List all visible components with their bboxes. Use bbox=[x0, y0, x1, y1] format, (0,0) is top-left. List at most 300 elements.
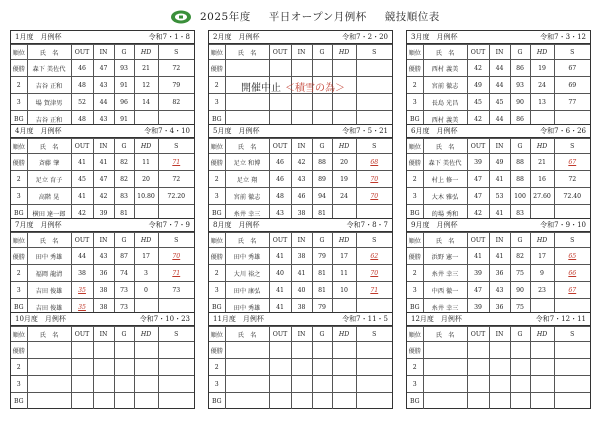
cell-out: 40 bbox=[269, 265, 291, 282]
cell-s: 79 bbox=[158, 77, 194, 94]
table-row bbox=[209, 188, 392, 205]
panel-date: 令和7・3・12 bbox=[540, 33, 586, 41]
column-header: IN bbox=[489, 139, 510, 154]
column-header: OUT bbox=[71, 139, 93, 154]
cell-rank: 2 bbox=[11, 171, 27, 188]
cell-name: 的場 秀和 bbox=[423, 205, 467, 222]
cell-name bbox=[27, 376, 71, 393]
column-header: HD bbox=[134, 139, 158, 154]
cell-in bbox=[93, 393, 114, 410]
table-header-row bbox=[209, 233, 392, 248]
cell-out bbox=[467, 376, 489, 393]
cell-in: 44 bbox=[489, 60, 510, 77]
cell-s: 72 bbox=[554, 171, 590, 188]
column-header: S bbox=[158, 139, 194, 154]
cell-g: 75 bbox=[510, 265, 530, 282]
cell-s: 71 bbox=[158, 265, 194, 282]
table-header-row bbox=[407, 233, 590, 248]
cell-out: 35 bbox=[71, 282, 93, 299]
cell-in: 53 bbox=[489, 188, 510, 205]
column-header: 順位 bbox=[11, 233, 27, 248]
cell-g: 100 bbox=[510, 188, 530, 205]
cell-rank: 優勝 bbox=[407, 60, 423, 77]
cell-g: 91 bbox=[114, 111, 134, 128]
cell-out bbox=[269, 60, 291, 77]
cell-in: 38 bbox=[291, 205, 312, 222]
month-panel-4 bbox=[10, 124, 195, 221]
panel-date: 令和7・12・11 bbox=[535, 315, 586, 323]
results-table bbox=[209, 232, 392, 315]
cell-rank: 優勝 bbox=[407, 248, 423, 265]
table-row bbox=[407, 376, 590, 393]
column-header: IN bbox=[489, 45, 510, 60]
cell-g: 90 bbox=[510, 282, 530, 299]
cell-name bbox=[27, 393, 71, 410]
cell-in: 41 bbox=[93, 154, 114, 171]
cell-in: 43 bbox=[93, 248, 114, 265]
panel-date: 令和7・8・7 bbox=[346, 221, 388, 229]
cell-hd: 17 bbox=[134, 248, 158, 265]
cell-s: 82 bbox=[158, 94, 194, 111]
cell-g bbox=[510, 359, 530, 376]
panel-month-name: 10月度 月例杯 bbox=[15, 315, 66, 323]
table-row bbox=[209, 342, 392, 359]
cell-g bbox=[312, 359, 332, 376]
cell-rank: BG bbox=[209, 393, 225, 410]
cell-rank: 優勝 bbox=[209, 248, 225, 265]
column-header: 順位 bbox=[407, 45, 423, 60]
cell-hd bbox=[332, 359, 356, 376]
cell-hd bbox=[332, 94, 356, 111]
column-header: HD bbox=[530, 45, 554, 60]
table-header-row bbox=[209, 139, 392, 154]
cell-g: 90 bbox=[510, 94, 530, 111]
month-panel-7 bbox=[10, 218, 195, 315]
column-header: OUT bbox=[467, 139, 489, 154]
cell-hd bbox=[332, 342, 356, 359]
cell-out: 47 bbox=[467, 282, 489, 299]
cell-hd bbox=[530, 359, 554, 376]
cell-g: 79 bbox=[312, 248, 332, 265]
cell-g: 96 bbox=[114, 94, 134, 111]
cell-rank: 3 bbox=[209, 376, 225, 393]
panel-date: 令和7・2・20 bbox=[342, 33, 388, 41]
cell-name: 中西 徹一 bbox=[423, 282, 467, 299]
cell-s bbox=[158, 359, 194, 376]
cell-g: 86 bbox=[510, 111, 530, 128]
table-row bbox=[407, 154, 590, 171]
cell-in: 40 bbox=[291, 282, 312, 299]
results-table bbox=[407, 232, 590, 315]
cell-out: 48 bbox=[71, 77, 93, 94]
title-ranking: 競技順位表 bbox=[384, 11, 440, 23]
results-table bbox=[209, 138, 392, 221]
column-header: G bbox=[312, 139, 332, 154]
panel-month-name: 4月度 月例杯 bbox=[15, 127, 62, 135]
cell-s: 67 bbox=[554, 154, 590, 171]
column-header: G bbox=[510, 45, 530, 60]
cell-hd bbox=[530, 393, 554, 410]
cell-name: 浜野 憲一 bbox=[423, 248, 467, 265]
cell-name: 田中 秀雄 bbox=[225, 299, 269, 316]
cell-hd: 11 bbox=[332, 265, 356, 282]
cell-name bbox=[225, 94, 269, 111]
cell-name: 森下 美佐代 bbox=[423, 154, 467, 171]
month-panel-1 bbox=[10, 30, 195, 127]
panel-date: 令和7・9・10 bbox=[540, 221, 586, 229]
cell-g bbox=[114, 359, 134, 376]
column-header: 順位 bbox=[209, 327, 225, 342]
cell-g bbox=[114, 376, 134, 393]
cell-g bbox=[312, 94, 332, 111]
cell-rank: 2 bbox=[407, 265, 423, 282]
table-header-row bbox=[407, 327, 590, 342]
table-header-row bbox=[407, 139, 590, 154]
panel-title-bar bbox=[209, 31, 392, 44]
panel-date: 令和7・11・5 bbox=[342, 315, 388, 323]
column-header: IN bbox=[93, 45, 114, 60]
cell-hd: 0 bbox=[134, 282, 158, 299]
cell-rank: 優勝 bbox=[407, 342, 423, 359]
cell-name: 長島 光昌 bbox=[423, 94, 467, 111]
cell-in bbox=[93, 376, 114, 393]
cell-in: 41 bbox=[489, 171, 510, 188]
table-row bbox=[209, 60, 392, 77]
table-row bbox=[407, 77, 590, 94]
page-title bbox=[200, 9, 480, 24]
cell-s: 73 bbox=[158, 282, 194, 299]
cancel-reason: ＜積雪の為＞ bbox=[285, 83, 345, 94]
cell-rank: BG bbox=[407, 299, 423, 316]
cell-rank: 優勝 bbox=[11, 248, 27, 265]
cell-name: 田中 秀雄 bbox=[27, 248, 71, 265]
cell-out: 41 bbox=[269, 299, 291, 316]
cell-g bbox=[312, 393, 332, 410]
cell-rank: 2 bbox=[209, 359, 225, 376]
cell-s bbox=[356, 94, 392, 111]
table-row bbox=[11, 359, 194, 376]
cell-hd bbox=[530, 376, 554, 393]
column-header: S bbox=[554, 233, 590, 248]
cell-name bbox=[225, 393, 269, 410]
cell-hd bbox=[332, 393, 356, 410]
cell-name: 高階 晃 bbox=[27, 188, 71, 205]
cell-rank: 2 bbox=[407, 359, 423, 376]
panel-month-name: 1月度 月例杯 bbox=[15, 33, 62, 41]
cell-out bbox=[71, 393, 93, 410]
column-header: G bbox=[312, 45, 332, 60]
cell-out bbox=[269, 376, 291, 393]
column-header: IN bbox=[93, 327, 114, 342]
cell-g bbox=[510, 376, 530, 393]
cell-g: 73 bbox=[114, 299, 134, 316]
column-header: 氏 名 bbox=[27, 327, 71, 342]
column-header: S bbox=[554, 45, 590, 60]
month-panel-11 bbox=[208, 312, 393, 409]
cell-in: 41 bbox=[489, 248, 510, 265]
cell-in: 43 bbox=[93, 77, 114, 94]
cell-name: 森下 美佐代 bbox=[27, 60, 71, 77]
table-row bbox=[209, 154, 392, 171]
column-header: G bbox=[114, 139, 134, 154]
column-header: IN bbox=[291, 45, 312, 60]
cell-name bbox=[225, 60, 269, 77]
cell-s bbox=[158, 376, 194, 393]
cell-name bbox=[423, 359, 467, 376]
title-event: 平日オープン月例杯 bbox=[268, 11, 367, 23]
cell-g: 88 bbox=[510, 171, 530, 188]
column-header: IN bbox=[291, 327, 312, 342]
cell-hd: 11 bbox=[134, 154, 158, 171]
column-header: S bbox=[158, 45, 194, 60]
cell-in bbox=[291, 342, 312, 359]
cell-g: 82 bbox=[510, 248, 530, 265]
cell-s: 65 bbox=[554, 248, 590, 265]
column-header: 氏 名 bbox=[27, 139, 71, 154]
cell-g: 75 bbox=[510, 299, 530, 316]
cell-rank: 3 bbox=[407, 376, 423, 393]
cell-rank: 3 bbox=[209, 94, 225, 111]
table-row bbox=[209, 359, 392, 376]
cell-s: 66 bbox=[554, 265, 590, 282]
cell-name: 斉藤 肇 bbox=[27, 154, 71, 171]
cell-name: 大川 裕之 bbox=[225, 265, 269, 282]
column-header: 氏 名 bbox=[423, 139, 467, 154]
cell-s: 72 bbox=[158, 171, 194, 188]
cell-rank: BG bbox=[11, 393, 27, 410]
table-row bbox=[11, 376, 194, 393]
table-row bbox=[11, 171, 194, 188]
cell-name: 足立 和博 bbox=[225, 154, 269, 171]
column-header: S bbox=[554, 139, 590, 154]
cell-rank: BG bbox=[407, 111, 423, 128]
column-header: 順位 bbox=[209, 139, 225, 154]
cell-s bbox=[356, 359, 392, 376]
cell-name: 糸井 幸三 bbox=[423, 299, 467, 316]
cell-name: 村上 修一 bbox=[423, 171, 467, 188]
panel-title-bar bbox=[11, 313, 194, 326]
cell-hd bbox=[530, 342, 554, 359]
table-row bbox=[407, 248, 590, 265]
cell-in bbox=[291, 393, 312, 410]
cell-out: 42 bbox=[467, 205, 489, 222]
cell-g: 74 bbox=[114, 265, 134, 282]
page-header bbox=[0, 8, 600, 26]
table-row bbox=[407, 342, 590, 359]
column-header: 氏 名 bbox=[225, 327, 269, 342]
column-header: OUT bbox=[269, 327, 291, 342]
cell-in: 46 bbox=[291, 188, 312, 205]
cell-s bbox=[554, 376, 590, 393]
cell-g: 89 bbox=[312, 171, 332, 188]
cell-rank: 2 bbox=[11, 265, 27, 282]
cell-out: 45 bbox=[71, 171, 93, 188]
cell-hd: 20 bbox=[134, 171, 158, 188]
title-year: 2025年度 bbox=[200, 11, 251, 23]
table-row bbox=[11, 265, 194, 282]
panel-date: 令和7・7・9 bbox=[148, 221, 190, 229]
cell-rank: BG bbox=[11, 205, 27, 222]
table-header-row bbox=[11, 233, 194, 248]
cancel-notice bbox=[241, 79, 345, 94]
cell-out bbox=[467, 393, 489, 410]
cell-s bbox=[356, 77, 392, 94]
column-header: IN bbox=[489, 327, 510, 342]
cell-in: 49 bbox=[489, 154, 510, 171]
cell-hd: 24 bbox=[332, 188, 356, 205]
column-header: 氏 名 bbox=[423, 233, 467, 248]
cancel-text: 開催中止 bbox=[241, 83, 281, 94]
table-row bbox=[407, 188, 590, 205]
column-header: G bbox=[312, 327, 332, 342]
cell-out: 35 bbox=[71, 299, 93, 316]
cell-out: 44 bbox=[71, 248, 93, 265]
cell-in: 47 bbox=[93, 171, 114, 188]
cell-in bbox=[489, 393, 510, 410]
cell-g: 81 bbox=[312, 282, 332, 299]
column-header: S bbox=[158, 327, 194, 342]
table-row bbox=[209, 171, 392, 188]
column-header: HD bbox=[332, 139, 356, 154]
table-row bbox=[209, 265, 392, 282]
cell-hd: 19 bbox=[332, 171, 356, 188]
cell-hd: 21 bbox=[530, 154, 554, 171]
cell-s: 67 bbox=[554, 282, 590, 299]
cell-name bbox=[27, 359, 71, 376]
column-header: HD bbox=[332, 233, 356, 248]
cell-out: 41 bbox=[269, 248, 291, 265]
results-table bbox=[11, 326, 194, 409]
table-row bbox=[11, 282, 194, 299]
table-row bbox=[11, 342, 194, 359]
cell-in: 44 bbox=[489, 77, 510, 94]
cell-out bbox=[269, 94, 291, 111]
cell-out: 42 bbox=[71, 205, 93, 222]
cell-name bbox=[225, 376, 269, 393]
cell-in: 43 bbox=[291, 171, 312, 188]
panel-title-bar bbox=[11, 219, 194, 232]
column-header: OUT bbox=[269, 45, 291, 60]
cell-out: 49 bbox=[467, 77, 489, 94]
cell-out: 48 bbox=[71, 111, 93, 128]
table-row bbox=[11, 393, 194, 410]
cell-name: 足立 翔 bbox=[225, 171, 269, 188]
club-logo-icon bbox=[170, 9, 192, 24]
cell-hd bbox=[134, 393, 158, 410]
cell-hd: 21 bbox=[134, 60, 158, 77]
column-header: S bbox=[554, 327, 590, 342]
cell-in bbox=[291, 94, 312, 111]
cell-out bbox=[467, 359, 489, 376]
cell-g: 88 bbox=[510, 154, 530, 171]
cell-hd: 23 bbox=[530, 282, 554, 299]
results-table bbox=[407, 326, 590, 409]
column-header: OUT bbox=[467, 233, 489, 248]
cell-in bbox=[291, 376, 312, 393]
cell-hd: 19 bbox=[530, 60, 554, 77]
cell-g: 79 bbox=[312, 299, 332, 316]
cell-in: 39 bbox=[93, 205, 114, 222]
column-header: G bbox=[114, 233, 134, 248]
cell-name: 場 賀津男 bbox=[27, 94, 71, 111]
column-header: IN bbox=[93, 233, 114, 248]
cell-in: 41 bbox=[291, 265, 312, 282]
cell-in: 42 bbox=[93, 188, 114, 205]
panel-month-name: 7月度 月例杯 bbox=[15, 221, 62, 229]
cell-name: 糸井 幸三 bbox=[423, 265, 467, 282]
table-header-row bbox=[209, 45, 392, 60]
cell-s: 72 bbox=[158, 60, 194, 77]
cell-in: 38 bbox=[93, 299, 114, 316]
cell-rank: BG bbox=[209, 111, 225, 128]
panel-date: 令和7・5・21 bbox=[342, 127, 388, 135]
cell-name: 福岡 龍清 bbox=[27, 265, 71, 282]
panel-date: 令和7・4・10 bbox=[144, 127, 190, 135]
cell-s: 77 bbox=[554, 94, 590, 111]
table-header-row bbox=[11, 139, 194, 154]
cell-s: 69 bbox=[554, 77, 590, 94]
cell-name: 吉谷 正和 bbox=[27, 77, 71, 94]
column-header: OUT bbox=[71, 233, 93, 248]
column-header: G bbox=[510, 139, 530, 154]
table-row bbox=[11, 94, 194, 111]
table-header-row bbox=[209, 327, 392, 342]
cell-name: 大木 雅弘 bbox=[423, 188, 467, 205]
cell-name: 西村 義美 bbox=[423, 60, 467, 77]
cell-out bbox=[269, 393, 291, 410]
cell-g: 82 bbox=[114, 171, 134, 188]
month-panel-10 bbox=[10, 312, 195, 409]
cell-rank: 3 bbox=[407, 282, 423, 299]
cell-rank: 2 bbox=[209, 77, 225, 94]
cell-s bbox=[356, 393, 392, 410]
cell-g: 91 bbox=[114, 77, 134, 94]
cell-s bbox=[356, 342, 392, 359]
month-panel-6 bbox=[406, 124, 591, 221]
cell-hd: 24 bbox=[530, 77, 554, 94]
cell-s: 62 bbox=[356, 248, 392, 265]
cell-rank: BG bbox=[407, 205, 423, 222]
cell-in: 36 bbox=[489, 299, 510, 316]
cell-s: 72.20 bbox=[158, 188, 194, 205]
cell-g: 81 bbox=[114, 205, 134, 222]
cell-in bbox=[489, 359, 510, 376]
panel-title-bar bbox=[209, 219, 392, 232]
panel-title-bar bbox=[407, 313, 590, 326]
column-header: HD bbox=[530, 139, 554, 154]
cell-in: 36 bbox=[93, 265, 114, 282]
month-panel-5 bbox=[208, 124, 393, 221]
panel-month-name: 3月度 月例杯 bbox=[411, 33, 458, 41]
cell-in: 44 bbox=[489, 111, 510, 128]
cell-rank: 優勝 bbox=[209, 60, 225, 77]
table-header-row bbox=[11, 45, 194, 60]
cell-in: 43 bbox=[489, 282, 510, 299]
table-row bbox=[11, 60, 194, 77]
cell-rank: 3 bbox=[407, 94, 423, 111]
cell-out: 48 bbox=[269, 188, 291, 205]
cell-name: 吉谷 正和 bbox=[27, 111, 71, 128]
cell-out: 46 bbox=[269, 154, 291, 171]
cell-s bbox=[356, 60, 392, 77]
cell-g bbox=[312, 342, 332, 359]
cell-out: 52 bbox=[71, 94, 93, 111]
cell-name: 横田 達一郎 bbox=[27, 205, 71, 222]
results-table bbox=[209, 326, 392, 409]
cell-name: 宮前 徹志 bbox=[423, 77, 467, 94]
cell-name bbox=[423, 342, 467, 359]
panel-title-bar bbox=[209, 313, 392, 326]
